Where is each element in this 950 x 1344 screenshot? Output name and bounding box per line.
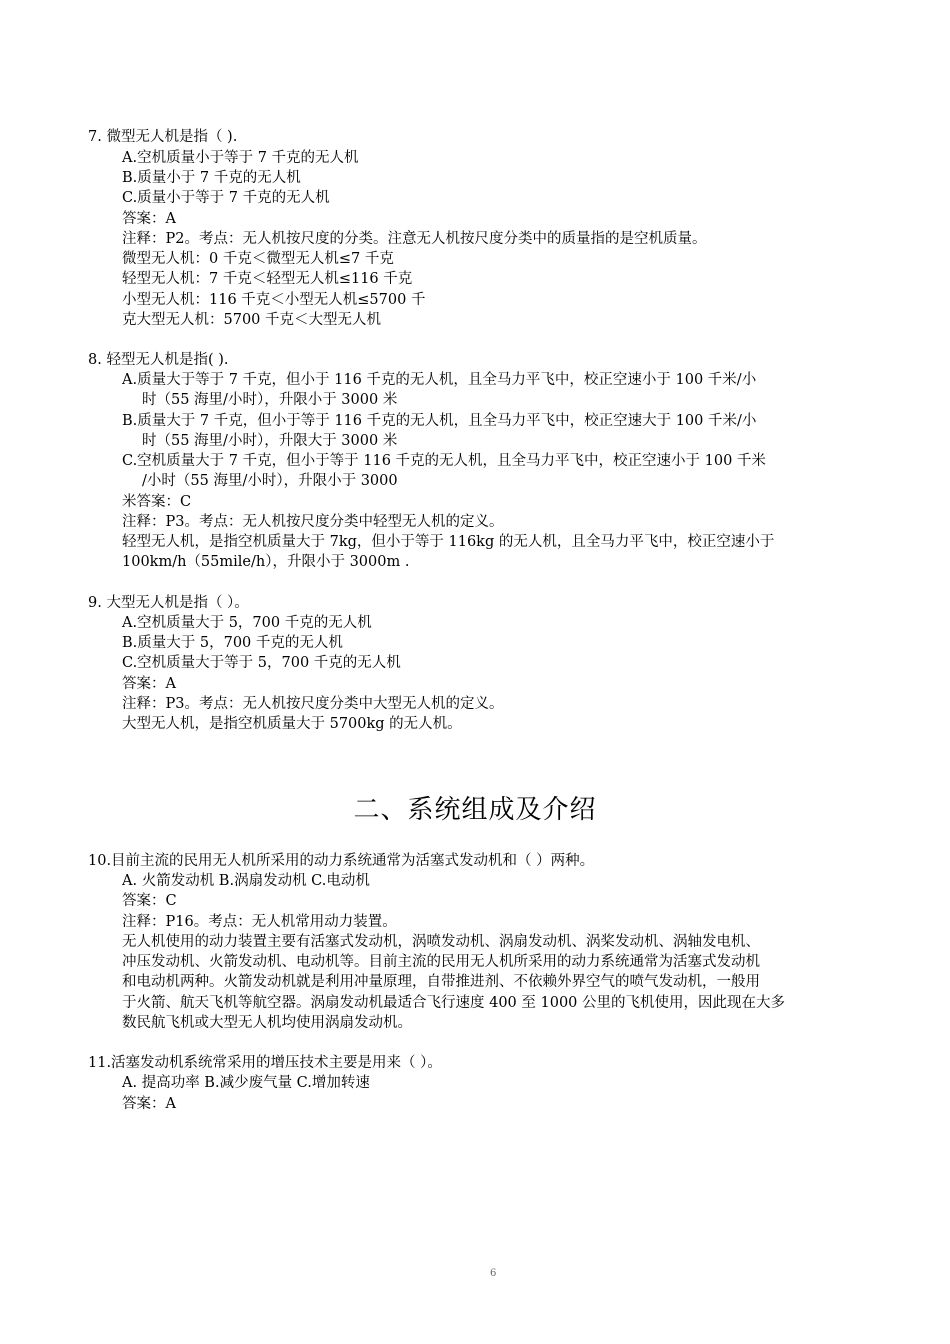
q7-question: 7. 微型无人机是指（ ). [88,129,238,145]
q8-answer: 米答案：C [122,494,192,510]
q8-note: 注释：P3。考点：无人机按尺度分类中轻型无人机的定义。 [122,514,504,530]
q9-detail-1: 大型无人机，是指空机质量大于 5700kg 的无人机。 [122,716,462,732]
q7-note: 注释：P2。考点：无人机按尺度的分类。注意无人机按尺度分类中的质量指的是空机质量。 [122,231,707,247]
q10-detail-4: 于火箭、航天飞机等航空器。涡扇发动机最适合飞行速度 400 至 1000 公里的飞机使用，因此现在大多 [122,995,786,1011]
q8-detail-2: 100km/h（55mile/h），升限小于 3000m . [122,554,410,570]
q10-detail-1: 无人机使用的动力装置主要有活塞式发动机，涡喷发动机、涡扇发动机、涡桨发动机、涡轴发电机、 [122,934,760,950]
q10-detail-5: 数民航飞机或大型无人机均使用涡扇发动机。 [122,1015,412,1031]
q9-option-c: C.空机质量大于等于 5，700 千克的无人机 [122,655,401,671]
q11-question: 11.活塞发动机系统常采用的增压技术主要是用来（ ）。 [88,1055,442,1071]
q10-question: 10.目前主流的民用无人机所采用的动力系统通常为活塞式发动机和（ ）两种。 [88,853,595,869]
q9-option-a: A.空机质量大于 5，700 千克的无人机 [122,615,372,631]
q9-note: 注释：P3。考点：无人机按尺度分类中大型无人机的定义。 [122,696,504,712]
q7-detail-1: 微型无人机：0 千克＜微型无人机≤7 千克 [122,251,394,267]
q7-detail-2: 轻型无人机：7 千克＜轻型无人机≤116 千克 [122,271,413,287]
q8-option-b-cont: 时（55 海里/小时），升限大于 3000 米 [142,433,398,449]
q10-note: 注释：P16。考点：无人机常用动力装置。 [122,914,397,930]
q8-option-b: B.质量大于 7 千克，但小于等于 116 千克的无人机，且全马力平飞中，校正空速大于 100 千米/小 [122,413,757,429]
q8-option-c: C.空机质量大于 7 千克，但小于等于 116 千克的无人机，且全马力平飞中，校正空速小于 100 千米 [122,453,766,469]
q7-detail-3: 小型无人机：116 千克＜小型无人机≤5700 千 [122,292,426,308]
q8-detail-1: 轻型无人机，是指空机质量大于 7kg，但小于等于 116kg 的无人机，且全马力平飞中，校正空速小于 [122,534,775,550]
q9-question: 9. 大型无人机是指（ ）。 [88,595,249,611]
q7-answer: 答案：A [122,211,176,227]
q10-detail-2: 冲压发动机、火箭发动机、电动机等。目前主流的民用无人机所采用的动力系统通常为活塞式发动机 [122,954,760,970]
q10-detail-3: 和电动机两种。火箭发动机就是利用冲量原理，自带推进剂、不依赖外界空气的喷气发动机，一般用 [122,974,760,990]
q7-detail-4: 克大型无人机：5700 千克＜大型无人机 [122,312,382,328]
q7-option-a: A.空机质量小于等于 7 千克的无人机 [122,150,359,166]
q10-options: A. 火箭发动机 B.涡扇发动机 C.电动机 [122,873,370,889]
q9-option-b: B.质量大于 5，700 千克的无人机 [122,635,343,651]
q9-answer: 答案：A [122,676,176,692]
q8-option-a: A.质量大于等于 7 千克，但小于 116 千克的无人机，且全马力平飞中，校正空速小于 100 千米/小 [122,372,757,388]
q8-option-c-cont: /小时（55 海里/小时），升限小于 3000 [142,473,398,489]
q7-option-b: B.质量小于 7 千克的无人机 [122,170,301,186]
q8-question: 8. 轻型无人机是指( ). [88,352,229,368]
q7-option-c: C.质量小于等于 7 千克的无人机 [122,190,330,206]
page-number: 6 [490,1268,497,1279]
q8-option-a-cont: 时（55 海里/小时），升限小于 3000 米 [142,392,398,408]
q10-answer: 答案：C [122,893,177,909]
section-heading: 二、系统组成及介绍 [353,795,597,825]
q11-answer: 答案：A [122,1096,176,1112]
q11-options: A. 提高功率 B.减少废气量 C.增加转速 [122,1075,370,1091]
